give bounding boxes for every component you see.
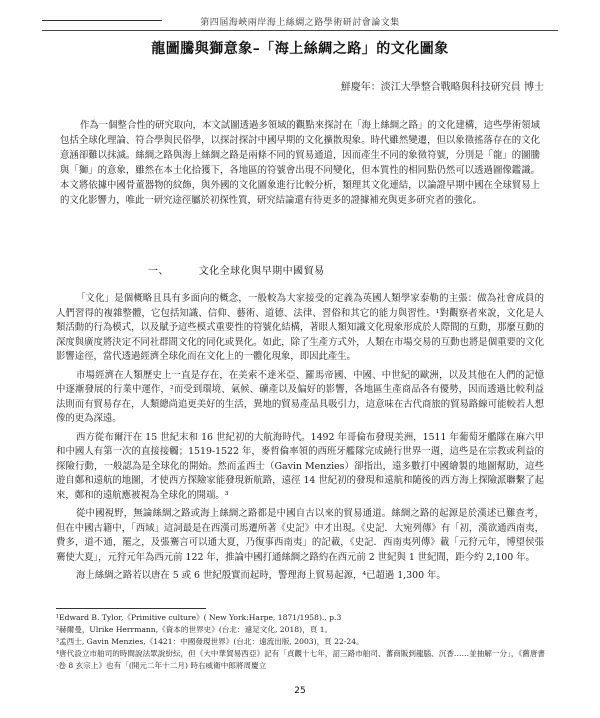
footnote: ⁴唐代設立市舶司的時間說法眾說紛紜，但《大中華貿易西亞》記有「貞觀十七年，詔三路市舶司、蕃商販到龍腦、沉香……並抽解一分」，《舊唐書·卷 8 玄宗上》也有「(開元二年十二月) 時右威衛中郎將周慶立 — [56, 649, 546, 670]
body-paragraph: 海上絲綢之路若以唐在 5 或 6 世紀殷實而起時，警理海上貿易起源，⁴已超過 1,300 年。 — [76, 570, 446, 581]
running-header — [42, 6, 558, 31]
body-paragraph: 「文化」是個概略且具有多面向的概念，一般較為大家接受的定義為英國人類學家泰勒的主張：做為社會成員的人們習得的複雜整體，它包括知識、信仰、藝術、道德、法律、習俗和其它的能力與習性。¹對觀察者來說，文化是人類活動的行為模式，以及賦予這些模式重要性的符號化結構，著眼人類知識文化現象形成於人際間的互動，那麼互動的深度與廣度將決定不同社群間文化的同化或異化。如此，除了生產方式外，人類在市場交易的互動也將是個重要的文化影響途徑，當代透過經濟全球化而在文化上的一體化現象，即因此產生。 — [56, 293, 544, 362]
paper-title: 龍圖騰與獅意象–「海上絲綢之路」的文化圖象 — [151, 41, 449, 57]
footnote: ¹Edward B. Tylor,《Primitive culture》( New York:Harpe, 1871/1958)., p.3 — [56, 613, 342, 622]
footnotes — [56, 612, 546, 672]
header-title: 第四屆海峽兩岸海上絲綢之路學術研討會論文集 — [200, 18, 400, 28]
footnote-divider — [56, 608, 206, 609]
abstract: 作為一個整合性的研究取向，本文試圖透過多領域的觀點來探討在「海上絲綢之路」的文化建構，這些學術領域包括全球化理論、符合學與民俗學，以探討探討中國早期的文化擴散現象。時代雖然變遷，但以象徵搖落存在的文化意涵卻難以抹滅。絲綢之路與海上絲綢之路是兩條不同的貿易通道，因而產生不同的象徵符號，分別是「龍」的圖騰與「獅」的意象，雖然在本土化拾獲下，各地區的符號會出現不同變化，但本質性的相同點仍然可以透過圖像鑑識。本文將依據中國骨董器物的紋飾，與外國的文化圖象進行比較分析，類理其文化連結，以論證早期中國在全球貿易上的文化影響力，唯此一研究途徑屬於初探性質，研究結論還有待更多的證據補充與更多研究者的強化。 — [60, 120, 540, 206]
author-line: 鮮慶年：淡江大學整合戰略與科技研究員 博士 — [340, 82, 544, 93]
body-paragraph: 從中國視野，無論絲綢之路或海上絲綢之路都是中國自古以來的貿易通道。絲綢之路的起源是於漢述已難查考，但在中國古籍中，「西域」這詞最是在西漢司馬遷所著《史記》中才出現。《史記．大宛列傳》有「初，漢欲通西南夷，費多，道不通，罷之，及張騫言可以通大夏，乃復事西南夷」的記載，《史記．西南夷列傳》載「元狩元年，博望侯張騫使大夏」，元狩元年為西元前 122 年，推論中國打通絲綢之路約在西元前 2 世紀與 1 世紀間，距今約 2,100 年。 — [56, 508, 544, 563]
page-number: 25 — [294, 686, 306, 696]
footnote: ²赫爾曼，Ulrike Herrmann,《資本的世界史》(台北：遠足文化, 2018)，頁 1。 — [56, 625, 333, 634]
body-text — [56, 292, 544, 588]
section-heading — [148, 262, 325, 277]
body-paragraph: 西方從布爾汗在 15 世紀末和 16 世紀初的大航海時代。1492 年哥倫布發現美洲，1511 年葡萄牙艦隊在麻六甲和中國人有第一次的直接接觸；1519-1522 年，麥哲倫率領的西班牙艦隊完成繞行世界一週，這些是在宗教或利益的探險行動，一般認為是全球化的開始。然而孟西士（Gavin Menzies）卻指出，遠多數打中國繪製的地圖幫助，這些遊自鄭和遠航的地圖，才使西方探險家能發現新航路，遠徑 14 世紀初的發現和遠航和隨後的西方海上探險派聯繫了起來，鄭和的遠航應被視為全球化的開端。³ — [56, 431, 544, 501]
footnote: ³孟西士, Gavin Menzies,《1421：中國發現世界》(台北：遠流出版, 2003)，頁 22-24。 — [56, 637, 364, 646]
section-title: 文化全球化與早期中國貿易 — [198, 266, 325, 277]
section-number: 一、 — [148, 266, 169, 277]
body-paragraph: 市場經濟在人類歷史上一直是存在，在美索不達米亞、羅馬帝國、中國、中世紀的歐洲，以及其他在人們的記憶中逐漸發展的行業中運作，²而受到環境、氣候、礦產以及偏好的影響，各地區生產商品各有優勢，因而透過比較利益法則而有貿易存在，人類總尚追更美好的生活，異地的貿易產品具吸引力，這意味在古代商旅的貿易路線可能較若人想像的更為深遠。 — [56, 369, 544, 424]
